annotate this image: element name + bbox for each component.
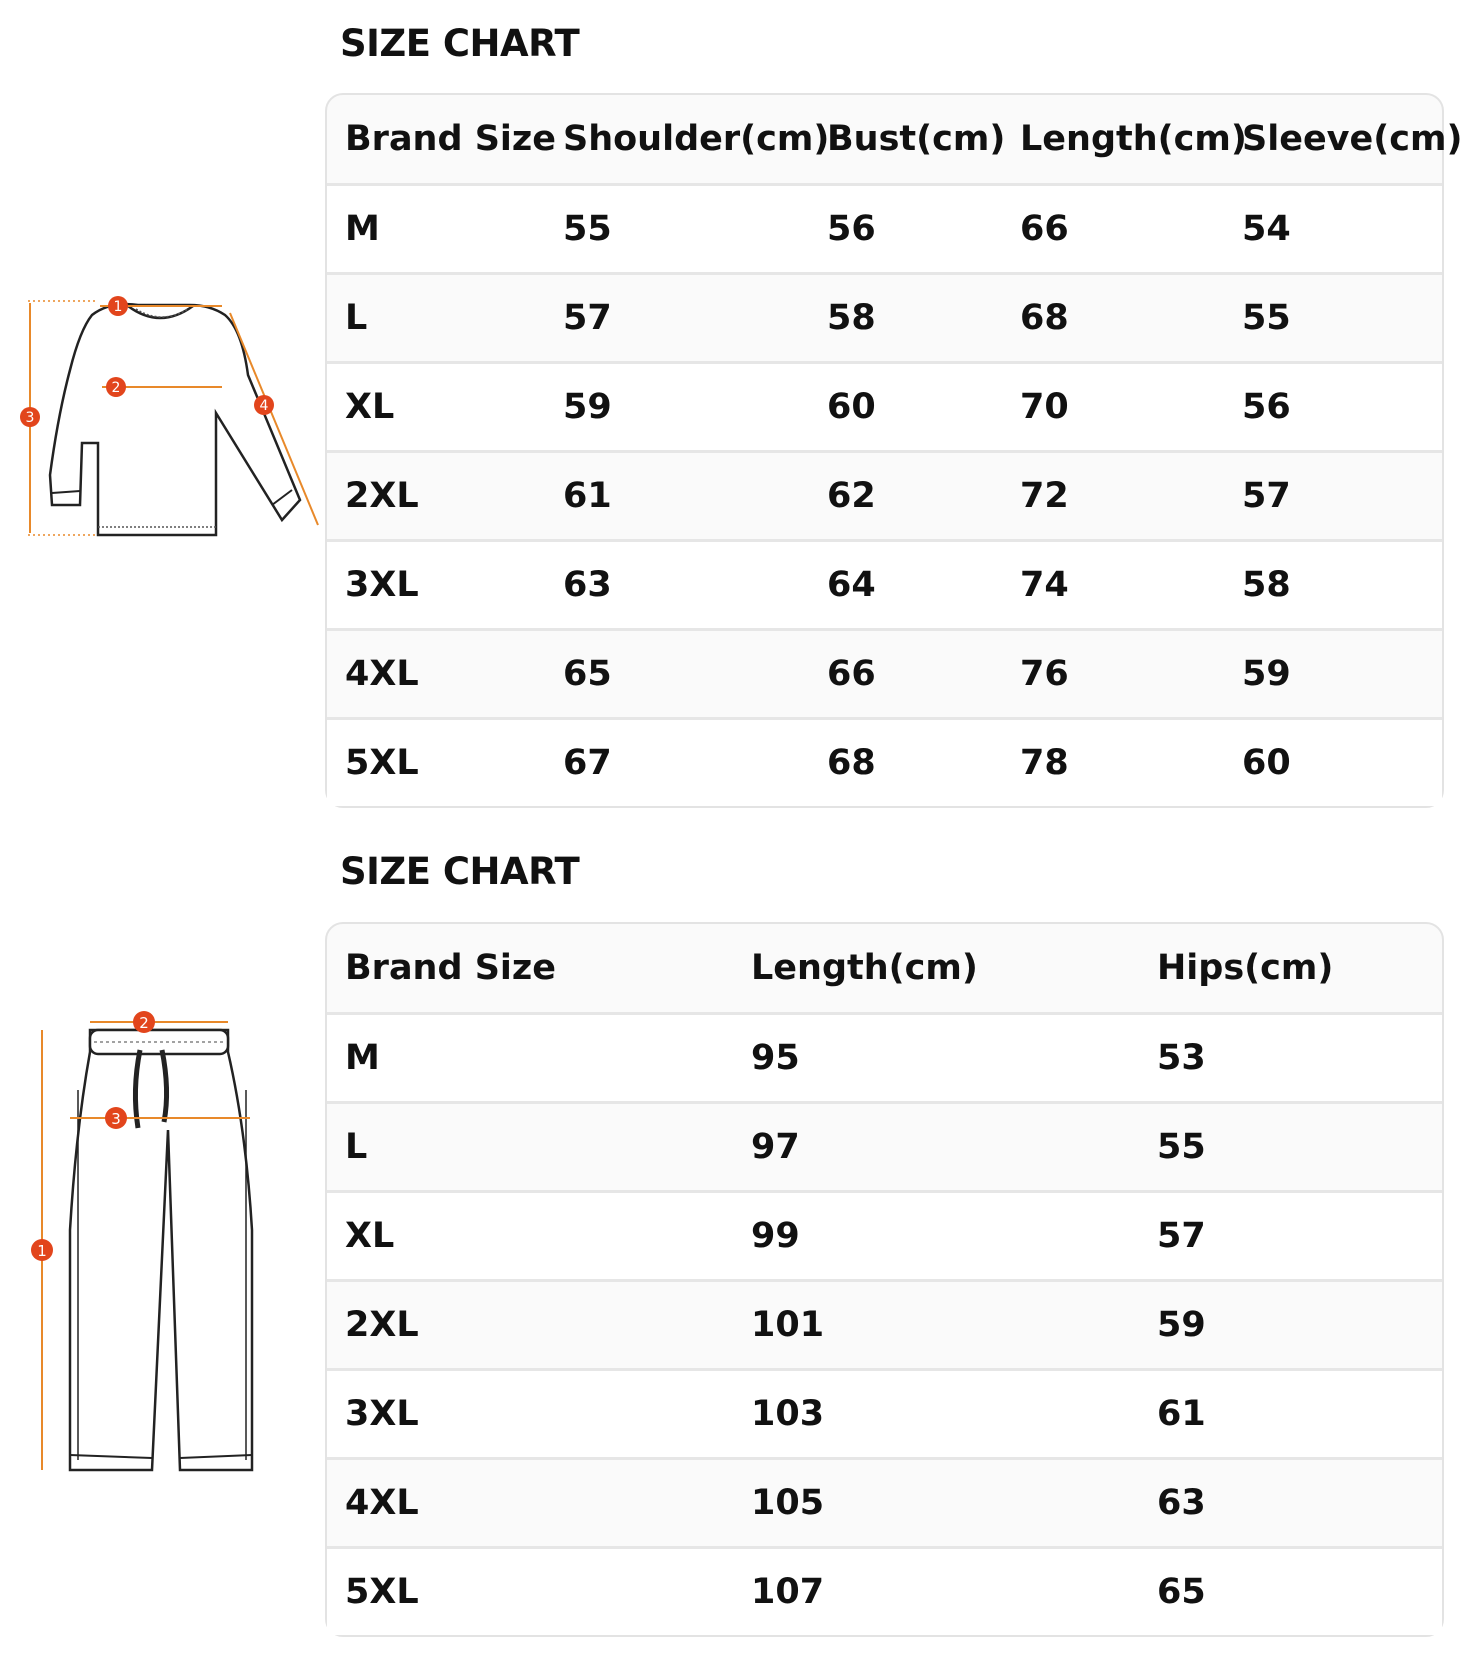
svg-text:3: 3 — [111, 1110, 121, 1128]
table-cell: 99 — [733, 1192, 1139, 1281]
svg-text:1: 1 — [113, 299, 123, 315]
table-row — [327, 719, 1442, 807]
column-header: Brand Size — [345, 948, 557, 988]
table-cell: 72 — [1002, 452, 1224, 541]
table-cell: 78 — [1002, 719, 1224, 807]
table-cell: 3XL — [327, 1370, 733, 1459]
column-header: Bust(cm) — [827, 119, 1006, 159]
pants-size-chart-title: SIZE CHART — [340, 850, 580, 893]
tops-size-chart-title: SIZE CHART — [340, 22, 580, 65]
column-header: Sleeve(cm) — [1242, 119, 1463, 159]
table-cell: L — [327, 274, 545, 363]
tops-size-table — [325, 93, 1463, 808]
pants-size-table — [325, 922, 1444, 1637]
table-cell: 55 — [1224, 274, 1442, 363]
table-cell: 107 — [733, 1548, 1139, 1636]
measure-marker-3 — [105, 1107, 127, 1129]
table-header-row — [327, 924, 1442, 1014]
svg-text:1: 1 — [37, 1242, 47, 1260]
measure-marker-2 — [133, 1011, 155, 1033]
table-cell: 64 — [809, 541, 1002, 630]
table-header-row — [327, 95, 1442, 185]
table-cell: 57 — [545, 274, 809, 363]
sweatpants-outline-icon — [20, 1000, 260, 1490]
table-cell: 61 — [545, 452, 809, 541]
svg-text:2: 2 — [111, 380, 121, 396]
table-cell: 57 — [1224, 452, 1442, 541]
table-cell: 53 — [1139, 1014, 1442, 1103]
table-cell: 68 — [809, 719, 1002, 807]
table-cell: 105 — [733, 1459, 1139, 1548]
measure-marker-1 — [108, 296, 128, 316]
table-cell: 55 — [1139, 1103, 1442, 1192]
table-row — [327, 1459, 1442, 1548]
table-cell: 65 — [1139, 1548, 1442, 1636]
table-cell: 2XL — [327, 452, 545, 541]
table-cell: 5XL — [327, 1548, 733, 1636]
table-cell: 67 — [545, 719, 809, 807]
table-row — [327, 452, 1442, 541]
table-cell: 59 — [545, 363, 809, 452]
table-cell: 55 — [545, 185, 809, 274]
table-cell: 60 — [809, 363, 1002, 452]
table-cell: 3XL — [327, 541, 545, 630]
table-row — [327, 1192, 1442, 1281]
table-cell: 5XL — [327, 719, 545, 807]
table-row — [327, 185, 1442, 274]
measure-marker-2 — [106, 377, 126, 397]
column-header: Length(cm) — [751, 948, 978, 988]
table-cell: 60 — [1224, 719, 1442, 807]
measure-marker-4 — [254, 395, 274, 415]
table-row — [327, 1103, 1442, 1192]
table-cell: XL — [327, 363, 545, 452]
table-cell: 97 — [733, 1103, 1139, 1192]
table-cell: 54 — [1224, 185, 1442, 274]
table-cell: 95 — [733, 1014, 1139, 1103]
table-cell: 2XL — [327, 1281, 733, 1370]
svg-text:3: 3 — [25, 410, 35, 426]
table-cell: 59 — [1224, 630, 1442, 719]
table-cell: M — [327, 185, 545, 274]
table-cell: 101 — [733, 1281, 1139, 1370]
table-cell: 70 — [1002, 363, 1224, 452]
table-row — [327, 1014, 1442, 1103]
table-cell: 76 — [1002, 630, 1224, 719]
svg-text:4: 4 — [259, 398, 269, 414]
column-header: Hips(cm) — [1157, 948, 1334, 988]
table-cell: XL — [327, 1192, 733, 1281]
table-cell: 63 — [545, 541, 809, 630]
table-cell: 4XL — [327, 630, 545, 719]
sweatshirt-outline-icon — [10, 295, 320, 540]
table-cell: 74 — [1002, 541, 1224, 630]
table-cell: 56 — [809, 185, 1002, 274]
table-cell: 65 — [545, 630, 809, 719]
table-cell: 56 — [1224, 363, 1442, 452]
table-row — [327, 1281, 1442, 1370]
table-cell: 59 — [1139, 1281, 1442, 1370]
table-cell: 66 — [809, 630, 1002, 719]
table-row — [327, 630, 1442, 719]
table-cell: 63 — [1139, 1459, 1442, 1548]
table-row — [327, 541, 1442, 630]
table-cell: M — [327, 1014, 733, 1103]
table-row — [327, 1370, 1442, 1459]
column-header: Length(cm) — [1020, 119, 1247, 159]
table-cell: 61 — [1139, 1370, 1442, 1459]
table-row — [327, 1548, 1442, 1636]
table-row — [327, 363, 1442, 452]
table-row — [327, 274, 1442, 363]
measure-marker-1 — [31, 1239, 53, 1261]
table-cell: 62 — [809, 452, 1002, 541]
table-cell: 4XL — [327, 1459, 733, 1548]
table-cell: 58 — [809, 274, 1002, 363]
table-cell: L — [327, 1103, 733, 1192]
table-cell: 57 — [1139, 1192, 1442, 1281]
table-cell: 68 — [1002, 274, 1224, 363]
svg-text:2: 2 — [139, 1014, 149, 1032]
table-cell: 66 — [1002, 185, 1224, 274]
column-header: Shoulder(cm) — [563, 119, 830, 159]
table-cell: 103 — [733, 1370, 1139, 1459]
measure-marker-3 — [20, 407, 40, 427]
table-cell: 58 — [1224, 541, 1442, 630]
column-header: Brand Size — [345, 119, 557, 159]
